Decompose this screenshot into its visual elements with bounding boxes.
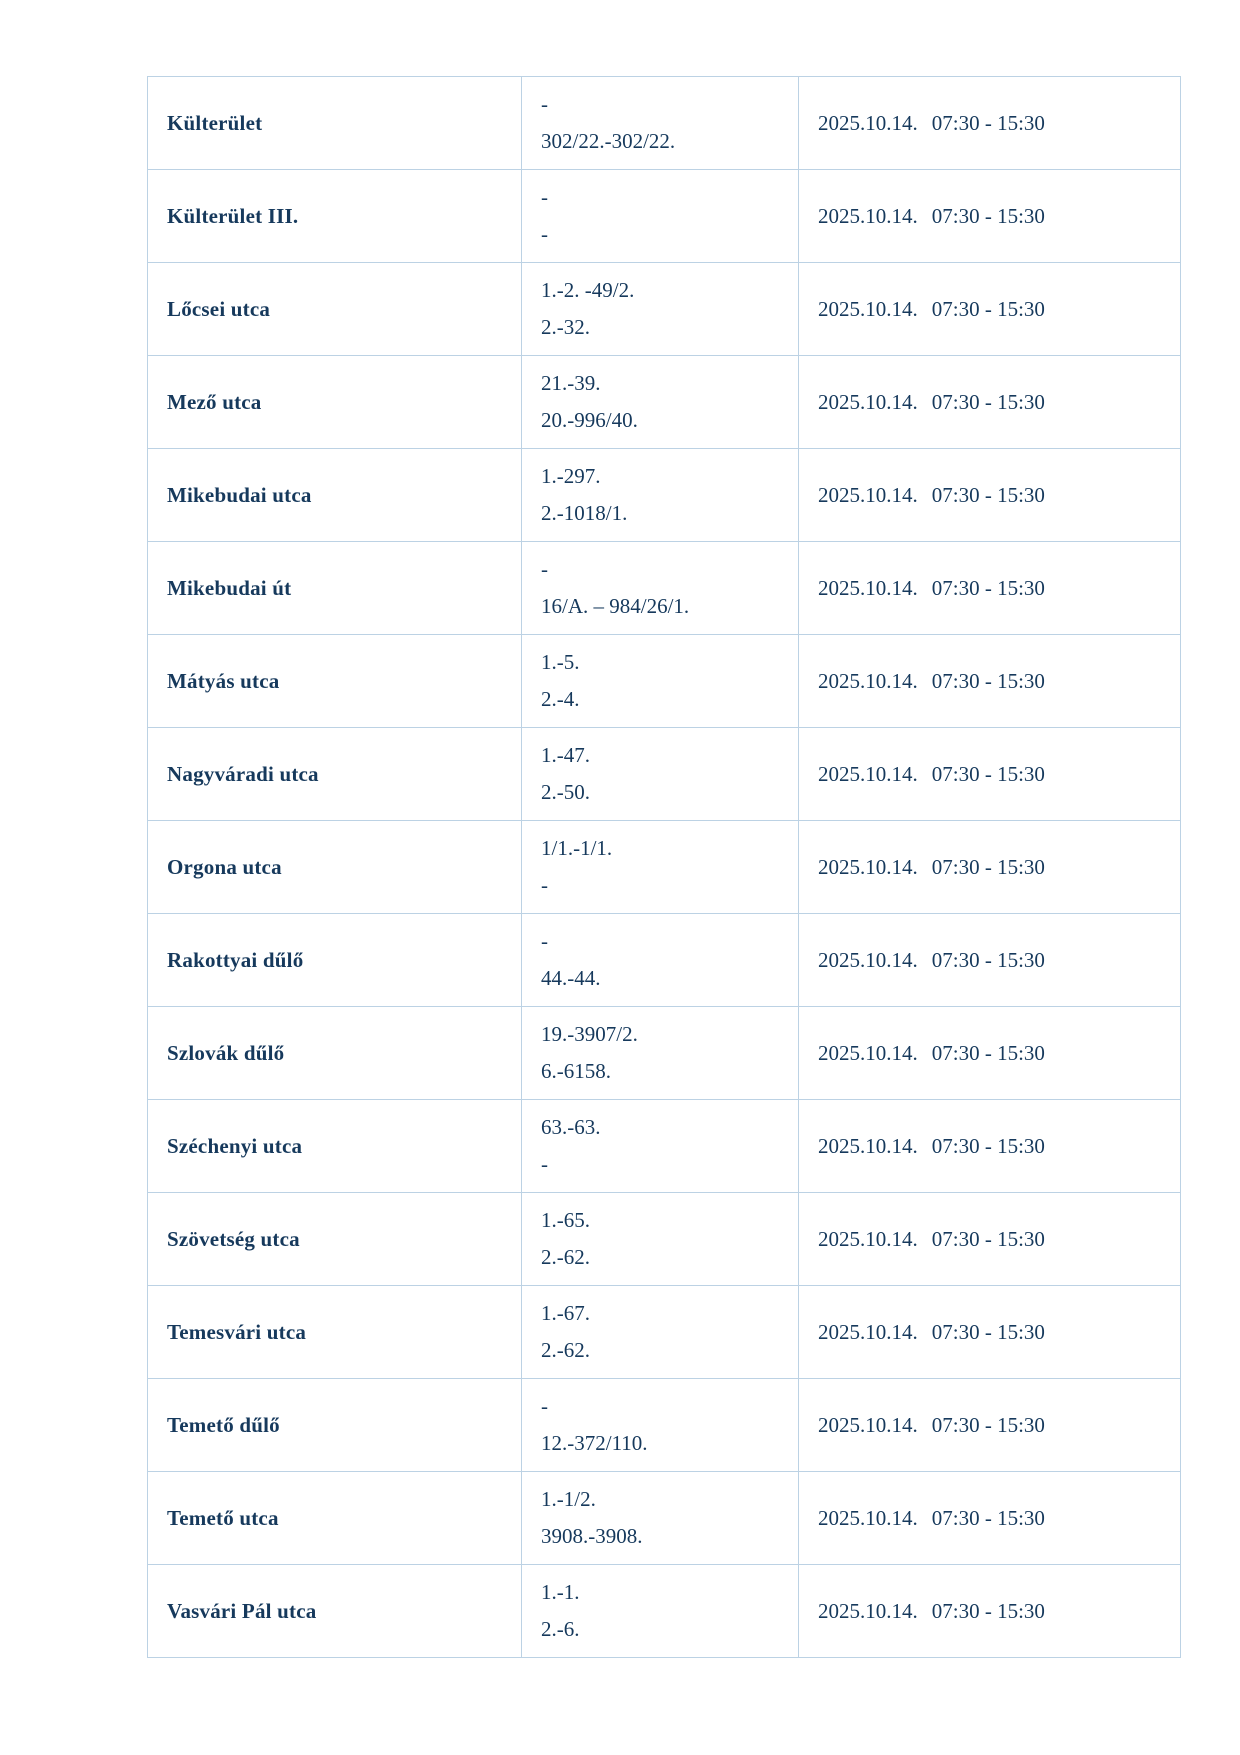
- date-time-cell: [799, 821, 1181, 914]
- house-range-cell: [522, 77, 799, 170]
- house-range-cell: [522, 356, 799, 449]
- date-time-cell: [799, 1472, 1181, 1565]
- range-line-1: 1/1.-1/1.: [541, 836, 613, 860]
- range-line-1: 1.-1/2.: [541, 1487, 596, 1511]
- house-range-cell: [522, 542, 799, 635]
- table-row: [148, 449, 1181, 542]
- street-name-cell: [148, 914, 522, 1007]
- outage-time: 07:30 - 15:30: [931, 1133, 1045, 1158]
- table-row: [148, 1286, 1181, 1379]
- date-time-cell: [799, 263, 1181, 356]
- street-name: Külterület: [167, 110, 263, 135]
- outage-time: 07:30 - 15:30: [931, 1226, 1045, 1251]
- range-line-1: -: [541, 929, 548, 953]
- street-name-cell: [148, 728, 522, 821]
- outage-date: 2025.10.14.: [818, 1319, 918, 1344]
- range-line-1: -: [541, 92, 548, 116]
- street-name-cell: [148, 1472, 522, 1565]
- outage-date: 2025.10.14.: [818, 947, 918, 972]
- outage-time: 07:30 - 15:30: [931, 668, 1045, 693]
- street-name-cell: [148, 1565, 522, 1658]
- street-name: Mikebudai út: [167, 575, 292, 600]
- house-range-cell: [522, 821, 799, 914]
- range-line-2: 2.-4.: [541, 687, 580, 711]
- table-row: [148, 1379, 1181, 1472]
- range-line-1: 21.-39.: [541, 371, 601, 395]
- date-time-cell: [799, 77, 1181, 170]
- house-range-cell: [522, 1007, 799, 1100]
- date-time-cell: [799, 1379, 1181, 1472]
- date-time-cell: [799, 542, 1181, 635]
- street-name-cell: [148, 635, 522, 728]
- outage-date: 2025.10.14.: [818, 668, 918, 693]
- outage-date: 2025.10.14.: [818, 1412, 918, 1437]
- range-line-2: 2.-50.: [541, 780, 590, 804]
- range-line-1: 1.-67.: [541, 1301, 590, 1325]
- range-line-1: 63.-63.: [541, 1115, 601, 1139]
- range-line-1: 1.-65.: [541, 1208, 590, 1232]
- street-name: Széchenyi utca: [167, 1133, 303, 1158]
- outage-time: 07:30 - 15:30: [931, 296, 1045, 321]
- table-row: [148, 728, 1181, 821]
- street-name: Vasvári Pál utca: [167, 1598, 317, 1623]
- outage-date: 2025.10.14.: [818, 1598, 918, 1623]
- range-line-2: 2.-62.: [541, 1338, 590, 1362]
- house-range-cell: [522, 914, 799, 1007]
- outage-date: 2025.10.14.: [818, 761, 918, 786]
- street-name-cell: [148, 1193, 522, 1286]
- street-name-cell: [148, 356, 522, 449]
- street-outage-table: [147, 76, 1181, 1658]
- outage-time: 07:30 - 15:30: [931, 761, 1045, 786]
- range-line-2: 2.-62.: [541, 1245, 590, 1269]
- date-time-cell: [799, 914, 1181, 1007]
- outage-date: 2025.10.14.: [818, 854, 918, 879]
- table-row: [148, 1472, 1181, 1565]
- range-line-1: 1.-297.: [541, 464, 601, 488]
- table-row: [148, 263, 1181, 356]
- outage-date: 2025.10.14.: [818, 389, 918, 414]
- outage-time: 07:30 - 15:30: [931, 1505, 1045, 1530]
- outage-time: 07:30 - 15:30: [931, 575, 1045, 600]
- house-range-cell: [522, 1472, 799, 1565]
- range-line-2: -: [541, 222, 548, 246]
- outage-time: 07:30 - 15:30: [931, 389, 1045, 414]
- outage-time: 07:30 - 15:30: [931, 1319, 1045, 1344]
- outage-date: 2025.10.14.: [818, 482, 918, 507]
- outage-time: 07:30 - 15:30: [931, 1412, 1045, 1437]
- street-name-cell: [148, 542, 522, 635]
- date-time-cell: [799, 449, 1181, 542]
- street-name: Mikebudai utca: [167, 482, 312, 507]
- street-name: Külterület III.: [167, 203, 299, 228]
- street-name: Mező utca: [167, 389, 262, 414]
- house-range-cell: [522, 1193, 799, 1286]
- outage-date: 2025.10.14.: [818, 1040, 918, 1065]
- outage-date: 2025.10.14.: [818, 296, 918, 321]
- street-name: Rakottyai dűlő: [167, 947, 304, 972]
- street-name-cell: [148, 1100, 522, 1193]
- table-row: [148, 1100, 1181, 1193]
- date-time-cell: [799, 1193, 1181, 1286]
- street-name: Szlovák dűlő: [167, 1040, 285, 1065]
- house-range-cell: [522, 1565, 799, 1658]
- range-line-2: -: [541, 873, 548, 897]
- street-name-cell: [148, 170, 522, 263]
- street-name-cell: [148, 1379, 522, 1472]
- date-time-cell: [799, 356, 1181, 449]
- outage-time: 07:30 - 15:30: [931, 482, 1045, 507]
- street-name: Szövetség utca: [167, 1226, 300, 1251]
- table-row: [148, 542, 1181, 635]
- table-row: [148, 1007, 1181, 1100]
- table-row: [148, 1565, 1181, 1658]
- table-row: [148, 914, 1181, 1007]
- street-name: Temető dűlő: [167, 1412, 280, 1437]
- date-time-cell: [799, 1286, 1181, 1379]
- date-time-cell: [799, 1100, 1181, 1193]
- range-line-2: 44.-44.: [541, 966, 601, 990]
- street-name: Lőcsei utca: [167, 296, 271, 321]
- range-line-2: 2.-32.: [541, 315, 590, 339]
- range-line-1: -: [541, 557, 548, 581]
- street-name: Nagyváradi utca: [167, 761, 319, 786]
- table-row: [148, 77, 1181, 170]
- range-line-1: 1.-2. -49/2.: [541, 278, 635, 302]
- range-line-2: 16/A. – 984/26/1.: [541, 594, 690, 618]
- date-time-cell: [799, 635, 1181, 728]
- date-time-cell: [799, 1565, 1181, 1658]
- range-line-2: 2.-1018/1.: [541, 501, 628, 525]
- house-range-cell: [522, 449, 799, 542]
- outage-date: 2025.10.14.: [818, 110, 918, 135]
- outage-time: 07:30 - 15:30: [931, 203, 1045, 228]
- outage-time: 07:30 - 15:30: [931, 947, 1045, 972]
- table-row: [148, 1193, 1181, 1286]
- street-name: Mátyás utca: [167, 668, 280, 693]
- range-line-2: 20.-996/40.: [541, 408, 638, 432]
- street-name-cell: [148, 77, 522, 170]
- range-line-1: 1.-5.: [541, 650, 580, 674]
- range-line-2: 302/22.-302/22.: [541, 129, 676, 153]
- outage-date: 2025.10.14.: [818, 1505, 918, 1530]
- house-range-cell: [522, 1286, 799, 1379]
- house-range-cell: [522, 635, 799, 728]
- outage-date: 2025.10.14.: [818, 575, 918, 600]
- range-line-1: 1.-1.: [541, 1580, 580, 1604]
- range-line-1: 19.-3907/2.: [541, 1022, 638, 1046]
- house-range-cell: [522, 728, 799, 821]
- range-line-2: 12.-372/110.: [541, 1431, 648, 1455]
- range-line-2: 6.-6158.: [541, 1059, 611, 1083]
- street-name-cell: [148, 263, 522, 356]
- table-row: [148, 635, 1181, 728]
- table-row: [148, 170, 1181, 263]
- outage-date: 2025.10.14.: [818, 203, 918, 228]
- outage-date: 2025.10.14.: [818, 1226, 918, 1251]
- date-time-cell: [799, 170, 1181, 263]
- outage-time: 07:30 - 15:30: [931, 1040, 1045, 1065]
- range-line-2: -: [541, 1152, 548, 1176]
- outage-time: 07:30 - 15:30: [931, 110, 1045, 135]
- range-line-1: 1.-47.: [541, 743, 590, 767]
- house-range-cell: [522, 170, 799, 263]
- house-range-cell: [522, 263, 799, 356]
- house-range-cell: [522, 1100, 799, 1193]
- outage-time: 07:30 - 15:30: [931, 1598, 1045, 1623]
- house-range-cell: [522, 1379, 799, 1472]
- outage-time: 07:30 - 15:30: [931, 854, 1045, 879]
- street-name: Orgona utca: [167, 854, 282, 879]
- street-name-cell: [148, 1286, 522, 1379]
- range-line-1: -: [541, 185, 548, 209]
- range-line-2: 2.-6.: [541, 1617, 580, 1641]
- table-row: [148, 821, 1181, 914]
- date-time-cell: [799, 728, 1181, 821]
- range-line-1: -: [541, 1394, 548, 1418]
- table-row: [148, 356, 1181, 449]
- street-name-cell: [148, 1007, 522, 1100]
- range-line-2: 3908.-3908.: [541, 1524, 643, 1548]
- outage-date: 2025.10.14.: [818, 1133, 918, 1158]
- date-time-cell: [799, 1007, 1181, 1100]
- street-name: Temesvári utca: [167, 1319, 307, 1344]
- street-name-cell: [148, 821, 522, 914]
- street-name: Temető utca: [167, 1505, 279, 1530]
- street-name-cell: [148, 449, 522, 542]
